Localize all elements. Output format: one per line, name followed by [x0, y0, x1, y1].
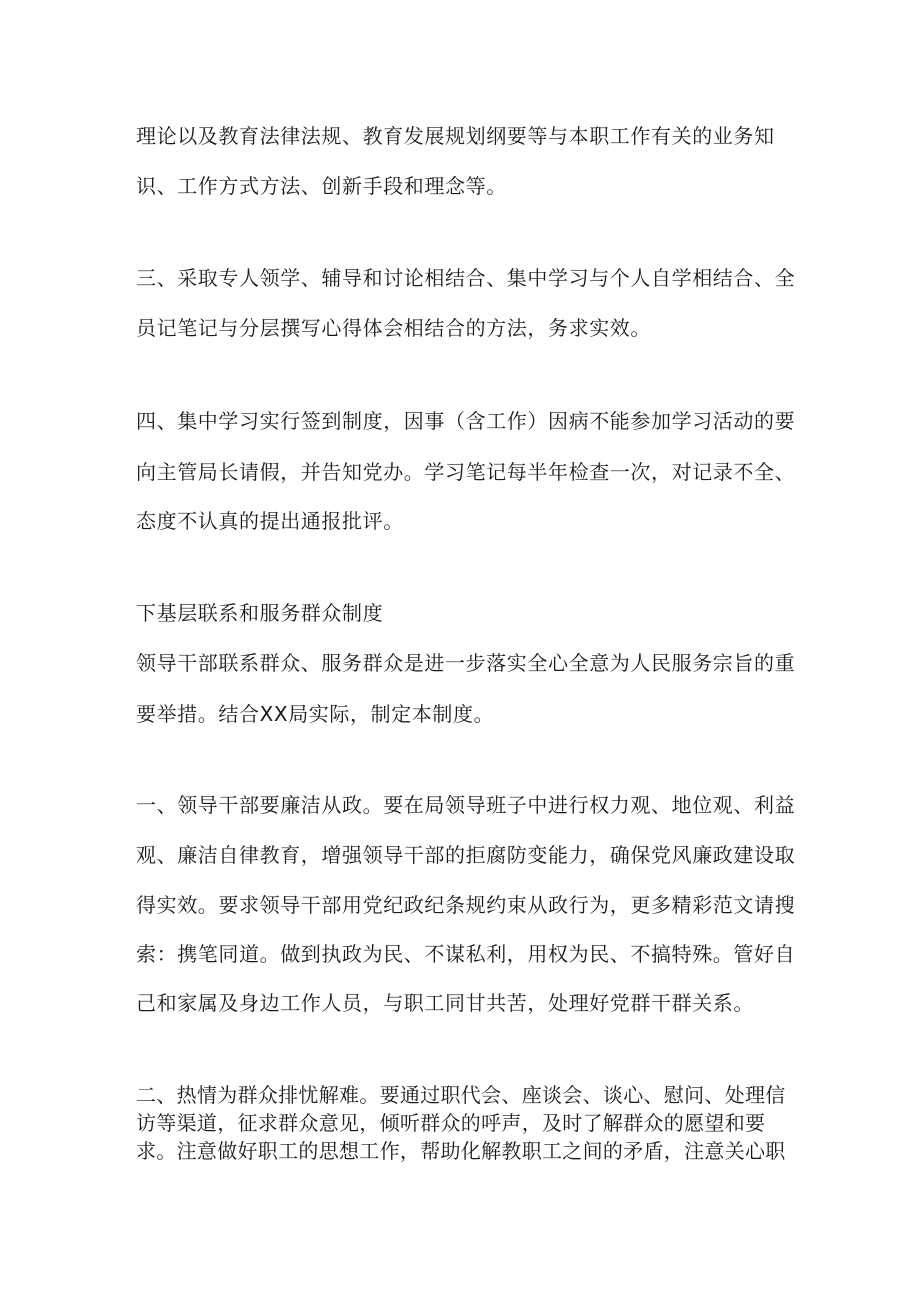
paragraph-line: 观、廉洁自律教育，增强领导干部的拒腐防变能力，确保党风廉政建设取: [136, 843, 796, 867]
paragraph-line: 识、工作方式方法、创新手段和理念等。: [136, 174, 507, 198]
paragraph-line: 态度不认真的提出通报批评。: [136, 509, 404, 533]
paragraph-line: 索：携笔同道。做到执政为民、不谋私利，用权为民、不搞特殊。管好自: [136, 942, 796, 966]
paragraph-line: 员记笔记与分层撰写心得体会相结合的方法，务求实效。: [136, 316, 651, 340]
paragraph-line: 要举措。结合XX局实际，制定本制度。: [136, 702, 495, 726]
paragraph-line: 己和家属及身边工作人员，与职工同甘共苦，处理好党群干群关系。: [136, 991, 754, 1015]
paragraph-line: 得实效。要求领导干部用党纪政纪条规约束从政行为，更多精彩范文请搜: [136, 893, 796, 917]
paragraph-line: 一、领导干部要廉洁从政。要在局领导班子中进行权力观、地位观、利益: [136, 793, 796, 817]
paragraph-line: 三、采取专人领学、辅导和讨论相结合、集中学习与个人自学相结合、全: [136, 266, 796, 290]
paragraph-line: 向主管局长请假，并告知党办。学习笔记每半年检查一次，对记录不全、: [136, 460, 796, 484]
paragraph-line: 领导干部联系群众、服务群众是进一步落实全心全意为人民服务宗旨的重: [136, 651, 796, 675]
section-heading: 下基层联系和服务群众制度: [136, 601, 384, 625]
paragraph-line: 求。注意做好职工的思想工作，帮助化解教职工之间的矛盾，注意关心职: [136, 1139, 786, 1163]
paragraph-line: 访等渠道，征求群众意见，倾听群众的呼声，及时了解群众的愿望和要: [136, 1111, 766, 1135]
paragraph-line: 理论以及教育法律法规、教育发展规划纲要等与本职工作有关的业务知: [136, 124, 775, 148]
paragraph-line: 四、集中学习实行签到制度，因事（含工作）因病不能参加学习活动的要: [136, 409, 796, 433]
paragraph-line: 二、热情为群众排忧解难。要通过职代会、座谈会、谈心、慰问、处理信: [136, 1083, 786, 1107]
